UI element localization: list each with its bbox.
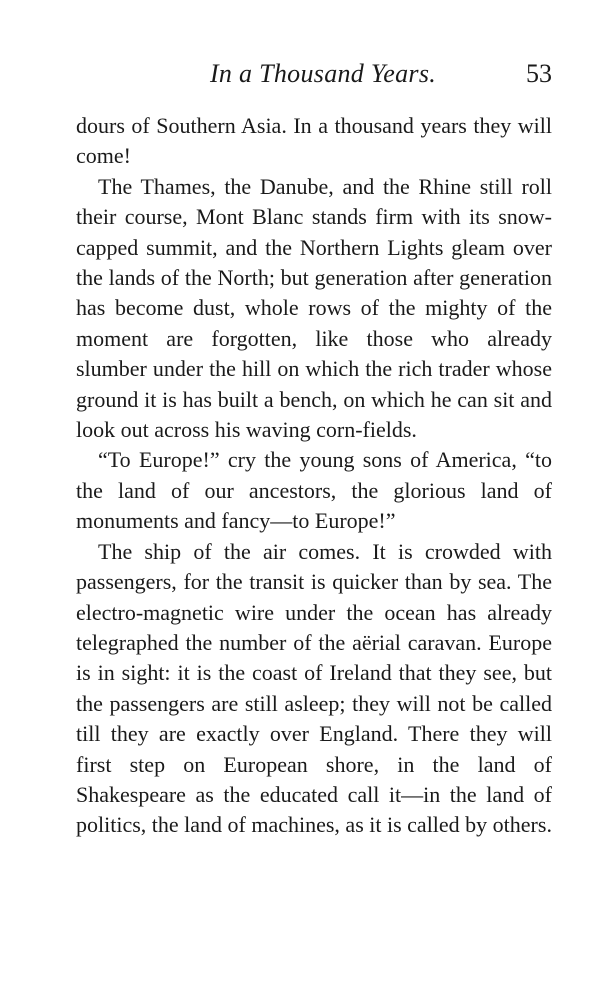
paragraph-to-europe: “To Europe!” cry the young sons of America, “to the land of our ancestors, the glorious land of monuments and fancy—to Europe!” — [76, 447, 552, 534]
body-text — [76, 111, 552, 841]
paragraph-rivers: The Thames, the Danube, and the Rhine still roll their course, Mont Blanc stands firm with its snow-capped summit, and the Northern Lights gleam over the lands of the North; but generation after generation has become dust, whole rows of the mighty of the moment are forgotten, like those who already slumber under the hill on which the rich trader whose ground it is has built a bench, on which he can sit and look out across his waving corn-fields. — [76, 173, 552, 443]
running-head — [76, 56, 552, 92]
paragraph-continuation: dours of Southern Asia. In a thousand years they will come! — [76, 113, 552, 169]
running-title: In a Thousand Years. — [209, 59, 437, 88]
page-number: 53 — [526, 59, 552, 88]
paragraph-ship-of-air: The ship of the air comes. It is crowded with passengers, for the transit is quicker than by sea. The electro-magnetic wire under the ocean has already telegraphed the number of the aërial caravan. Europe is in sight: it is the coast of Ireland that they see, but the passengers are still asleep; they will not be called till they are exactly over England. There they will first step on European shore, in the land of Shakespeare as the educated call it—in the land of politics, the land of machines, as it is called by others. — [76, 538, 552, 838]
